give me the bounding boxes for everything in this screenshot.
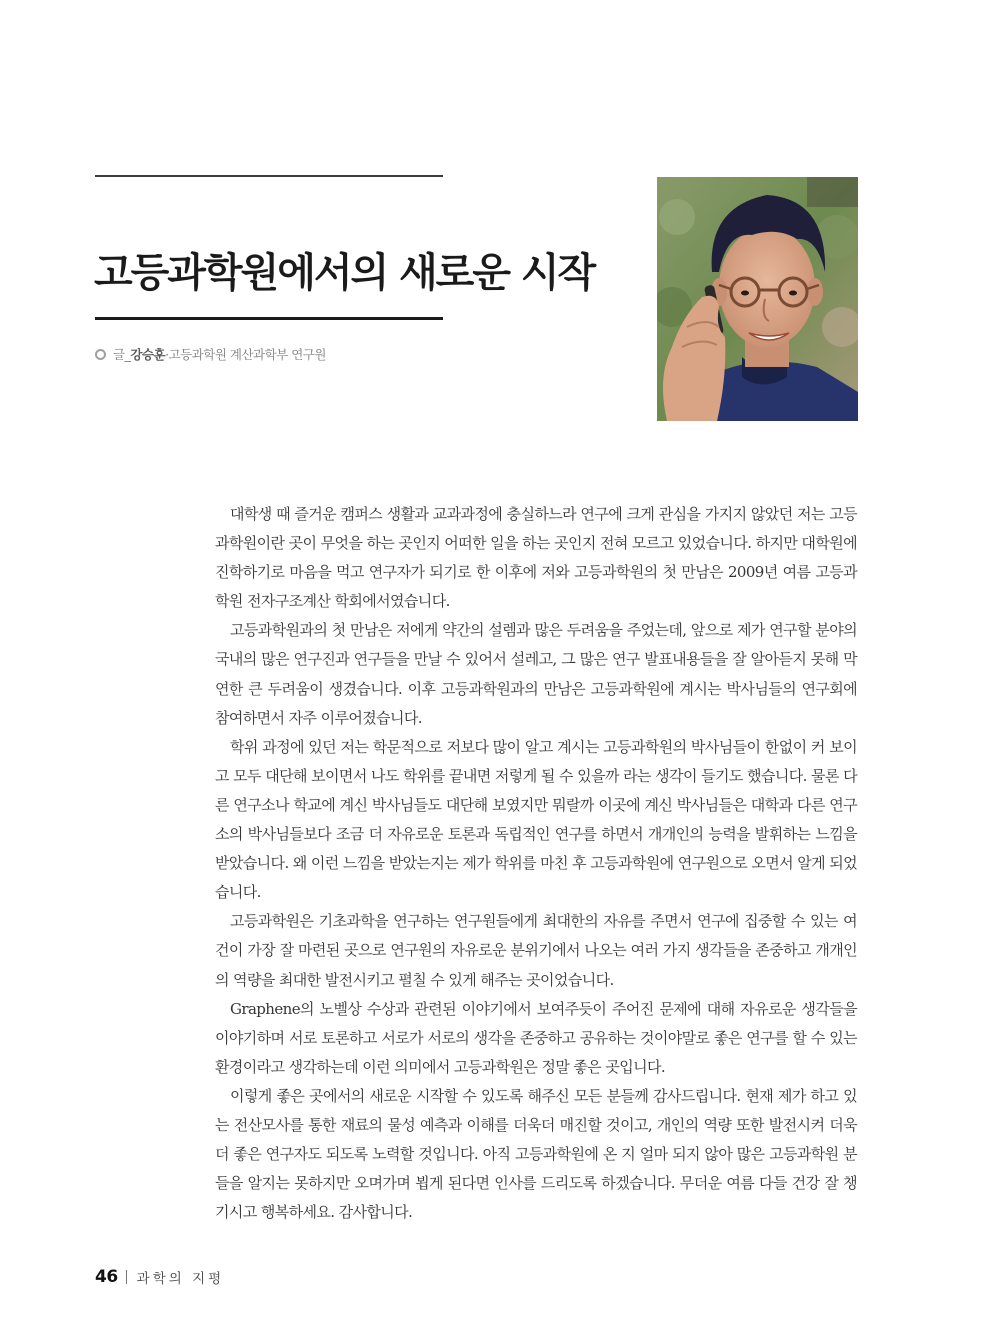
magazine-name: 과학의 지평 bbox=[136, 1271, 225, 1287]
byline bbox=[95, 344, 326, 364]
bullet-circle-icon bbox=[95, 349, 106, 360]
page-footer bbox=[95, 1266, 224, 1288]
paragraph: 대학생 때 즐거운 캠퍼스 생활과 교과과정에 충실하느라 연구에 크게 관심을 가지지 않았던 저는 고등과학원이란 곳이 무엇을 하는 곳인지 어떠한 일을 하는 곳인지 전혀 모르고 있었습니다. 하지만 대학원에 진학하기로 마음을 먹고 연구자가 되기로 한 이후에 저와 고등과학원의 첫 만남은 2009년 여름 고등과학원 전자구조계산 학회에서였습니다. bbox=[215, 505, 857, 611]
author-photo bbox=[657, 177, 858, 421]
article-body bbox=[215, 500, 857, 1227]
paragraph: Graphene의 노벨상 수상과 관련된 이야기에서 보여주듯이 주어진 문제에 대해 자유로운 생각들을 이야기하며 서로 토론하고 서로가 서로의 생각을 존중하고 공유하는 것이야말로 좋은 연구를 할 수 있는 환경이라고 생각하는데 이런 의미에서 고등과학원은 정말 좋은 곳입니다. bbox=[215, 999, 857, 1076]
paragraph: 고등과학원과의 첫 만남은 저에게 약간의 설렘과 많은 두려움을 주었는데, 앞으로 제가 연구할 분야의 국내의 많은 연구진과 연구들을 만날 수 있어서 설레고, 그 많은 연구 발표내용들을 잘 알아듣지 못해 막연한 큰 두려움이 생겼습니다. 이후 고등과학원과의 만남은 고등과학원에 계시는 박사님들의 연구회에 참여하면서 자주 이루어졌습니다. bbox=[215, 621, 857, 727]
title-rule-bottom bbox=[95, 317, 443, 320]
author-affiliation: ·고등과학원 계산과학부 연구원 bbox=[165, 347, 326, 362]
paragraph: 이렇게 좋은 곳에서의 새로운 시작할 수 있도록 해주신 모든 분들께 감사드립니다. 현재 제가 하고 있는 전산모사를 통한 재료의 물성 예측과 이해를 더욱더 매진할 것이고, 개인의 역량 또한 발전시켜 더욱더 좋은 연구자도 되도록 노력할 것입니다. 아직 고등과학원에 온 지 얼마 되지 않아 많은 고등과학원 분들을 알지는 못하지만 오며가며 뵙게 된다면 인사를 드리도록 하겠습니다. 무더운 여름 다들 건강 잘 챙기시고 행복하세요. 감사합니다. bbox=[215, 1086, 857, 1222]
author-name: 강승훈 bbox=[130, 347, 166, 362]
portrait-image bbox=[657, 177, 858, 421]
footer-divider bbox=[126, 1270, 127, 1284]
paragraph: 학위 과정에 있던 저는 학문적으로 저보다 많이 알고 계시는 고등과학원의 박사님들이 한없이 커 보이고 모두 대단해 보이면서 나도 학위를 끝내면 저렇게 될 수 있을까 라는 생각이 들기도 했습니다. 물론 다른 연구소나 학교에 계신 박사님들도 대단해 보였지만 뭐랄까 이곳에 계신 박사님들은 대학과 다른 연구소의 박사님들보다 조금 더 자유로운 토론과 독립적인 연구를 하면서 개개인의 능력을 발휘하는 느낌을 받았습니다. 왜 이런 느낌을 받았는지는 제가 학위를 마친 후 고등과학원에 연구원으로 오면서 알게 되었습니다. bbox=[215, 737, 857, 902]
paragraph: 고등과학원은 기초과학을 연구하는 연구원들에게 최대한의 자유를 주면서 연구에 집중할 수 있는 여건이 가장 잘 마련된 곳으로 연구원의 자유로운 분위기에서 나오는 여러 가지 생각들을 존중하고 개개인의 역량을 최대한 발전시키고 펼칠 수 있게 해주는 곳이었습니다. bbox=[215, 912, 857, 989]
article-title: 고등과학원에서의 새로운 시작 bbox=[94, 249, 595, 296]
page-number: 46 bbox=[95, 1267, 118, 1287]
title-rule-top bbox=[95, 175, 443, 177]
byline-prefix: 글_ bbox=[113, 347, 131, 362]
